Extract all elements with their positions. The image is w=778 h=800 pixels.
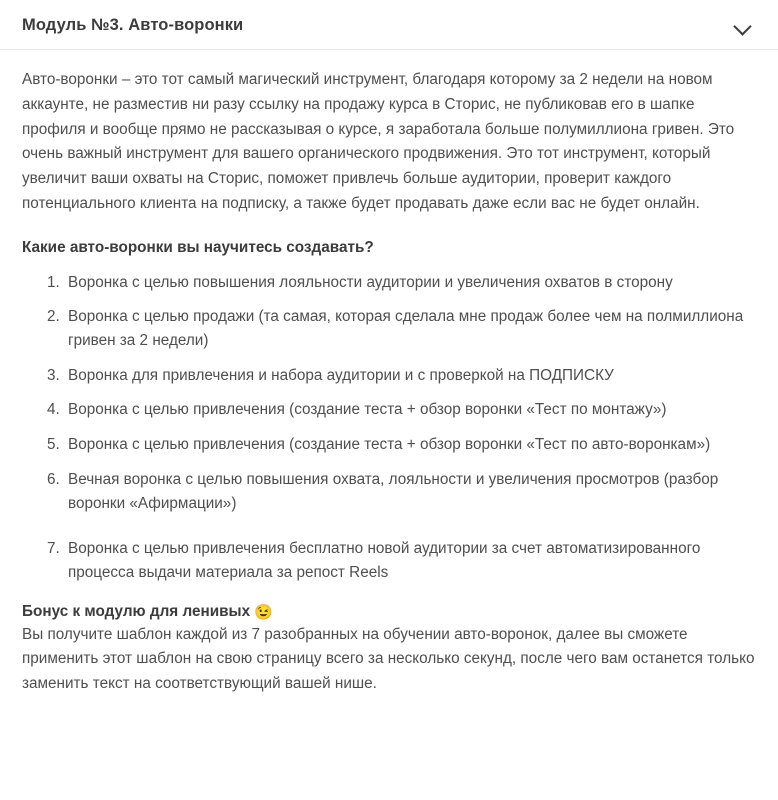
bonus-heading	[22, 603, 756, 621]
accordion-header[interactable]	[0, 0, 778, 50]
accordion-body	[0, 50, 778, 716]
bonus-description: Вы получите шаблон каждой из 7 разобранных на обучении авто-воронок, далее вы сможете применить этот шаблон на свою страницу всего за несколько секунд, после чего вам останется только заменить текст на соответствующий вашей нише.	[22, 625, 755, 692]
list-item: 7. Воронка с целью привлечения бесплатно новой аудитории за счет автоматизированного процесса выдачи материала за репост Reels	[64, 537, 756, 584]
list-item: 3. Воронка для привлечения и набора аудитории и с проверкой на ПОДПИСКУ	[64, 364, 756, 388]
page-title: Модуль №3. Авто-воронки	[22, 16, 244, 34]
bonus-heading-text: Бонус к модулю для ленивых	[22, 602, 251, 620]
funnels-list	[22, 271, 756, 585]
funnels-subheading: Какие авто-воронки вы научитесь создавать?	[22, 238, 374, 256]
module-description: Авто-воронки – это тот самый магический инструмент, благодаря которому за 2 недели на новом аккаунте, не разместив ни разу ссылку на продажу курса в Сторис, не публиковав его в шапке профиля и вообще прямо не рассказывая о курсе, я заработала больше полумиллиона гривен. Это очень важный инструмент для вашего органического продвижения. Это тот инструмент, который увеличит ваши охваты на Сторис, поможет привлечь больше аудитории, проверит каждого потенциального клиента на подписку, а также будет продавать даже если вас не будет онлайн.	[22, 71, 735, 212]
chevron-down-icon[interactable]	[734, 17, 752, 35]
list-item: 1. Воронка с целью повышения лояльности аудитории и увеличения охватов в сторону	[64, 271, 756, 295]
list-item: 5. Воронка с целью привлечения (создание теста + обзор воронки «Тест по авто-воронкам»)	[64, 433, 756, 457]
list-item: 4. Воронка с целью привлечения (создание теста + обзор воронки «Тест по монтажу»)	[64, 398, 756, 422]
list-item: 2. Воронка с целью продажи (та самая, которая сделала мне продаж более чем на полмиллиона гривен за 2 недели)	[64, 305, 756, 352]
list-item: 6. Вечная воронка с целью повышения охвата, лояльности и увеличения просмотров (разбор воронки «Афирмации»)	[64, 468, 756, 515]
winking-face-icon: 😉	[254, 603, 274, 621]
